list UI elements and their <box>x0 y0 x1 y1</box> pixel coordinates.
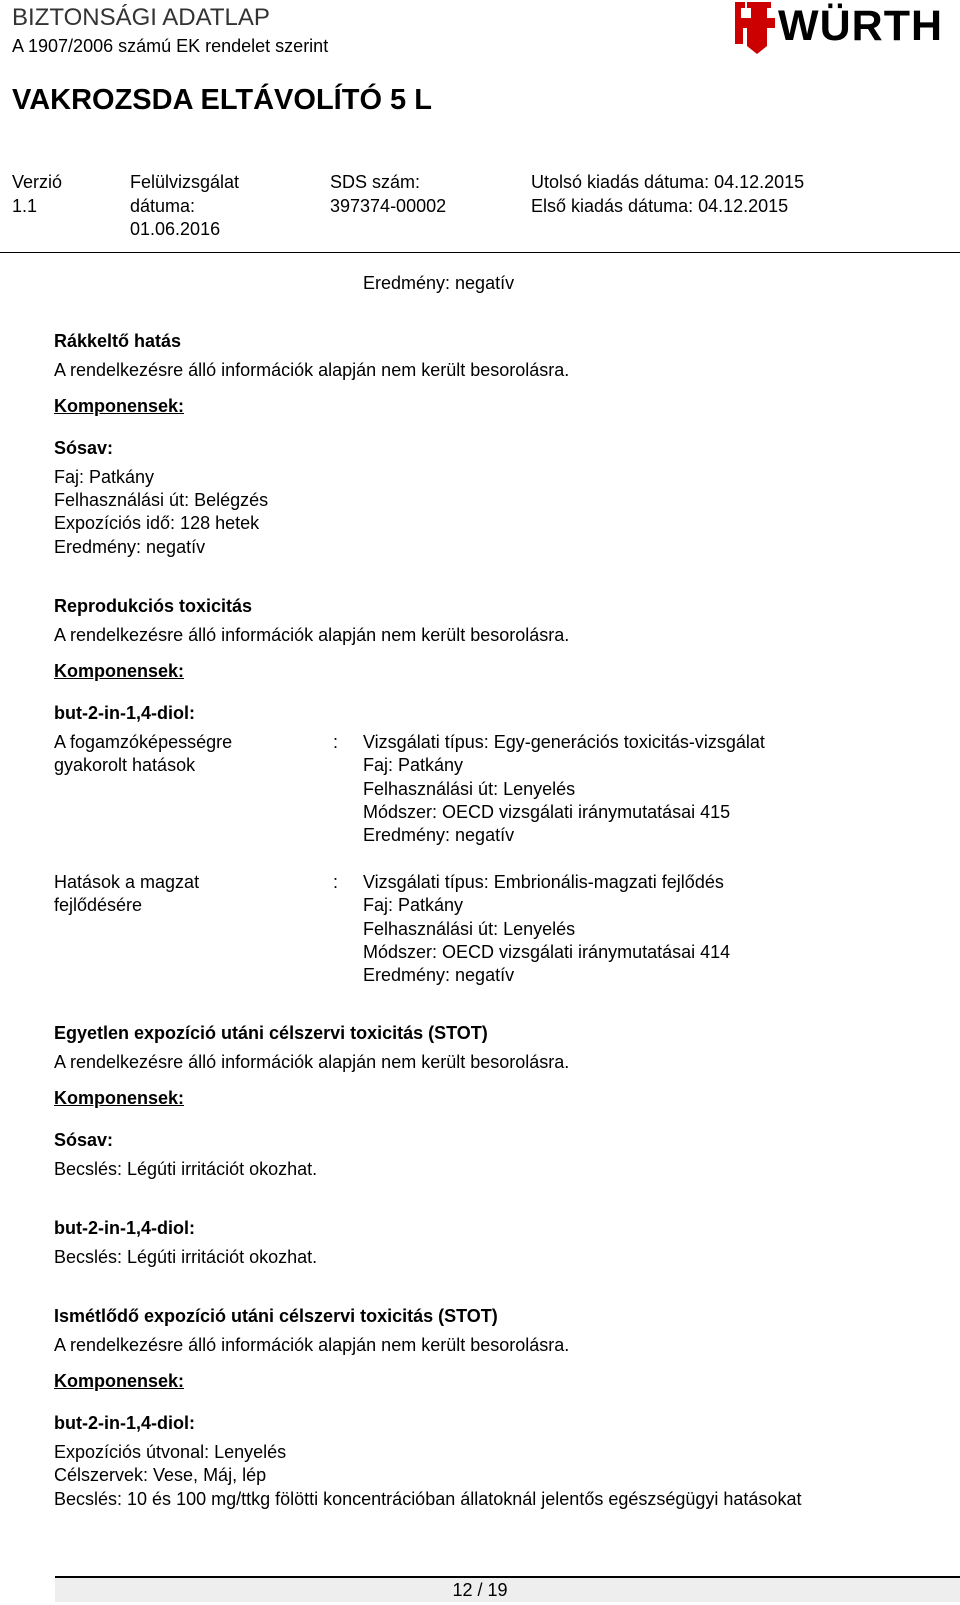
last-issue-date: Utolsó kiadás dátuma: 04.12.2015 <box>531 172 805 192</box>
label-colon: : <box>333 732 339 752</box>
regulation-reference: A 1907/2006 számú EK rendelet szerint <box>12 36 329 56</box>
classification-note: A rendelkezésre álló információk alapján nem került besorolásra. <box>54 1052 570 1072</box>
substance-name: Sósav: <box>54 1130 114 1150</box>
revision-label: Felülvizsgálat <box>130 172 240 192</box>
study-line: Eredmény: negatív <box>363 825 515 845</box>
header-divider <box>0 252 960 253</box>
study-line: Expozíciós idő: 128 hetek <box>54 513 260 533</box>
section-heading-reproductive: Reprodukciós toxicitás <box>54 596 253 616</box>
study-line: Expozíciós útvonal: Lenyelés <box>54 1442 287 1462</box>
study-line: Felhasználási út: Lenyelés <box>363 919 576 939</box>
substance-name: but-2-in-1,4-diol: <box>54 703 195 723</box>
logo-wordmark: WÜRTH <box>778 2 944 50</box>
label-colon: : <box>333 872 339 892</box>
estimate-line: Becslés: Légúti irritációt okozhat. <box>54 1247 318 1267</box>
section-heading-carcinogenicity: Rákkeltő hatás <box>54 331 182 351</box>
components-label: Komponensek: <box>54 396 185 416</box>
study-line: Faj: Patkány <box>54 467 155 487</box>
page-number: 12 / 19 <box>452 1580 508 1600</box>
substance-name: but-2-in-1,4-diol: <box>54 1218 195 1238</box>
product-name: VAKROZSDA ELTÁVOLÍTÓ 5 L <box>12 84 432 116</box>
components-label: Komponensek: <box>54 1088 185 1108</box>
study-line: Célszervek: Vese, Máj, lép <box>54 1465 267 1485</box>
study-line: Faj: Patkány <box>363 755 464 775</box>
section-heading-stot-single: Egyetlen expozíció utáni célszervi toxicitás (STOT) <box>54 1023 488 1043</box>
substance-name: Sósav: <box>54 438 114 458</box>
document-title: BIZTONSÁGI ADATLAP <box>12 4 270 31</box>
effect-label: fejlődésére <box>54 895 143 915</box>
revision-date: 01.06.2016 <box>130 219 221 239</box>
study-line: Eredmény: negatív <box>363 965 515 985</box>
classification-note: A rendelkezésre álló információk alapján nem került besorolásra. <box>54 360 570 380</box>
first-issue-date: Első kiadás dátuma: 04.12.2015 <box>531 196 789 216</box>
study-line: Módszer: OECD vizsgálati iránymutatásai 414 <box>363 942 731 962</box>
study-line: Vizsgálati típus: Embrionális-magzati fejlődés <box>363 872 724 892</box>
study-line: Eredmény: negatív <box>54 537 206 557</box>
version-label: Verzió <box>12 172 63 192</box>
study-line: Faj: Patkány <box>363 895 464 915</box>
study-line: Becslés: 10 és 100 mg/ttkg fölötti koncentrációban állatoknál jelentős egészségügyi hatásokat <box>54 1489 802 1509</box>
sds-label: SDS szám: <box>330 172 421 192</box>
study-line: Vizsgálati típus: Egy-generációs toxicitás-vizsgálat <box>363 732 765 752</box>
components-label: Komponensek: <box>54 661 185 681</box>
effect-label: gyakorolt hatások <box>54 755 196 775</box>
study-line: Felhasználási út: Lenyelés <box>363 779 576 799</box>
result-line: Eredmény: negatív <box>363 273 515 293</box>
components-label: Komponensek: <box>54 1371 185 1391</box>
effect-label: A fogamzóképességre <box>54 732 233 752</box>
classification-note: A rendelkezésre álló információk alapján nem került besorolásra. <box>54 625 570 645</box>
version-value: 1.1 <box>12 196 38 216</box>
study-line: Felhasználási út: Belégzés <box>54 490 269 510</box>
section-heading-stot-repeated: Ismétlődő expozíció utáni célszervi toxicitás (STOT) <box>54 1306 498 1326</box>
substance-name: but-2-in-1,4-diol: <box>54 1413 195 1433</box>
effect-label: Hatások a magzat <box>54 872 200 892</box>
study-line: Módszer: OECD vizsgálati iránymutatásai 415 <box>363 802 731 822</box>
estimate-line: Becslés: Légúti irritációt okozhat. <box>54 1159 318 1179</box>
sds-number: 397374-00002 <box>330 196 447 216</box>
revision-label-cont: dátuma: <box>130 196 196 216</box>
classification-note: A rendelkezésre álló információk alapján nem került besorolásra. <box>54 1335 570 1355</box>
